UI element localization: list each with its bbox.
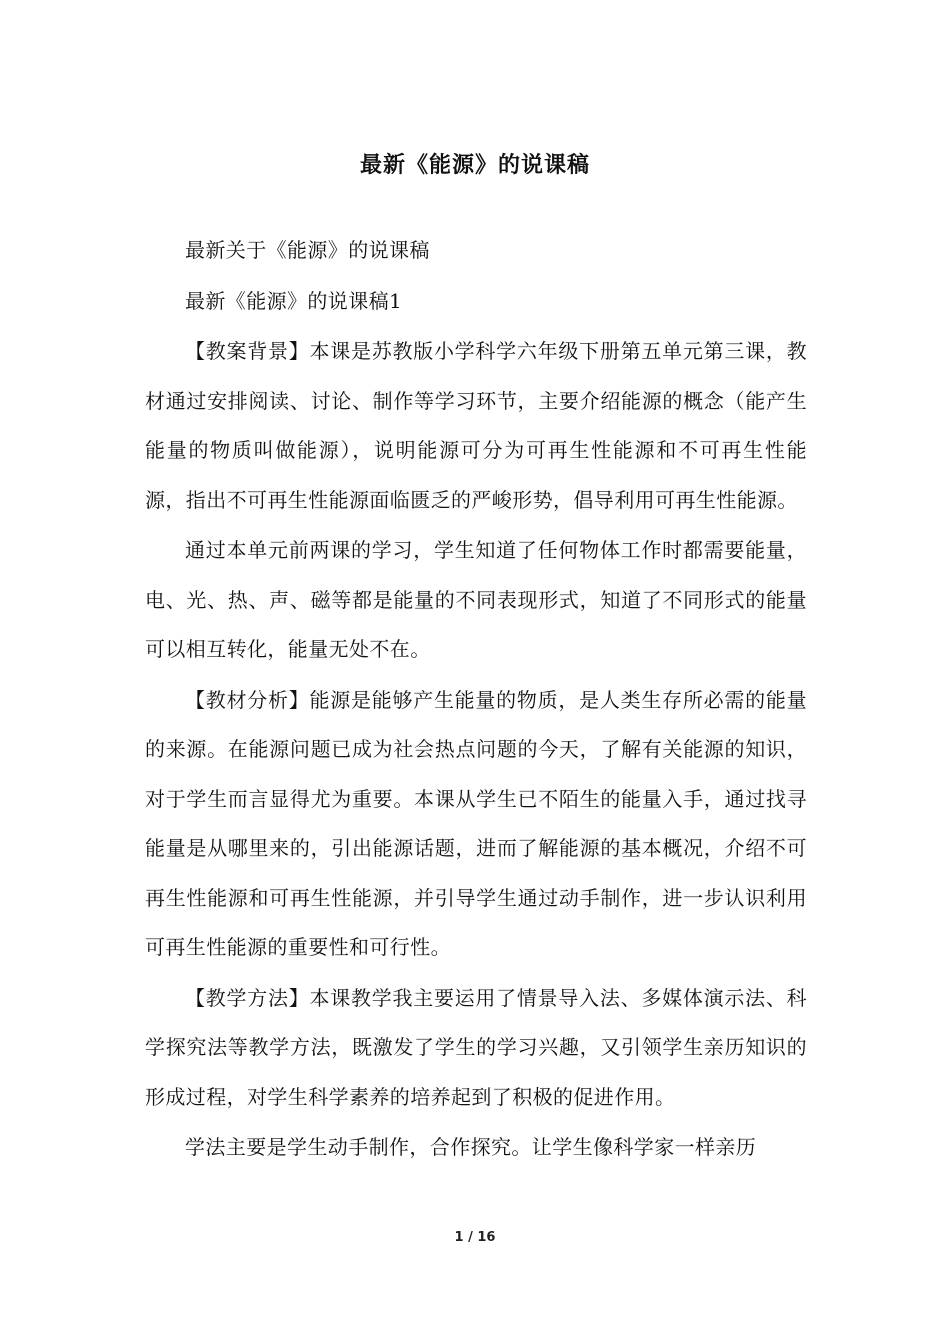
paragraph-material-analysis: 【教材分析】能源是能够产生能量的物质，是人类生存所必需的能量的来源。在能源问题已成为社会热点问题的今天，了解有关能源的知识，对于学生而言显得尤为重要。本课从学生已不陌生的能量入手，通过找寻能量是从哪里来的，引出能源话题，进而了解能源的基本概况，介绍不可再生性能源和可再生性能源，并引导学生通过动手制作，进一步认识利用可再生性能源的重要性和可行性。 — [145, 687, 807, 959]
paragraph-prior-learning: 通过本单元前两课的学习，学生知道了任何物体工作时都需要能量，电、光、热、声、磁等都是能量的不同表现形式，知道了不同形式的能量可以相互转化，能量无处不在。 — [145, 538, 807, 661]
page-number-indicator: 1 / 16 — [454, 1230, 496, 1245]
paragraph-learning-methods: 学法主要是学生动手制作，合作探究。让学生像科学家一样亲历 — [185, 1135, 757, 1159]
document-title: 最新《能源》的说课稿 — [359, 153, 590, 178]
paragraph-teaching-methods: 【教学方法】本课教学我主要运用了情景导入法、多媒体演示法、科学探究法等教学方法，既激发了学生的学习兴趣，又引领学生亲历知识的形成过程，对学生科学素养的培养起到了积极的促进作用。 — [145, 985, 807, 1109]
paragraph-lesson-background: 【教案背景】本课是苏教版小学科学六年级下册第五单元第三课，教材通过安排阅读、讨论、制作等学习环节，主要介绍能源的概念（能产生能量的物质叫做能源），说明能源可分为可再生性能源和不可再生性能源，指出不可再生性能源面临匮乏的严峻形势，倡导利用可再生性能源。 — [145, 339, 807, 512]
document-body — [145, 226, 807, 1174]
paragraph-section-heading: 最新《能源》的说课稿1 — [185, 288, 403, 313]
paragraph-subtitle: 最新关于《能源》的说课稿 — [185, 238, 430, 262]
